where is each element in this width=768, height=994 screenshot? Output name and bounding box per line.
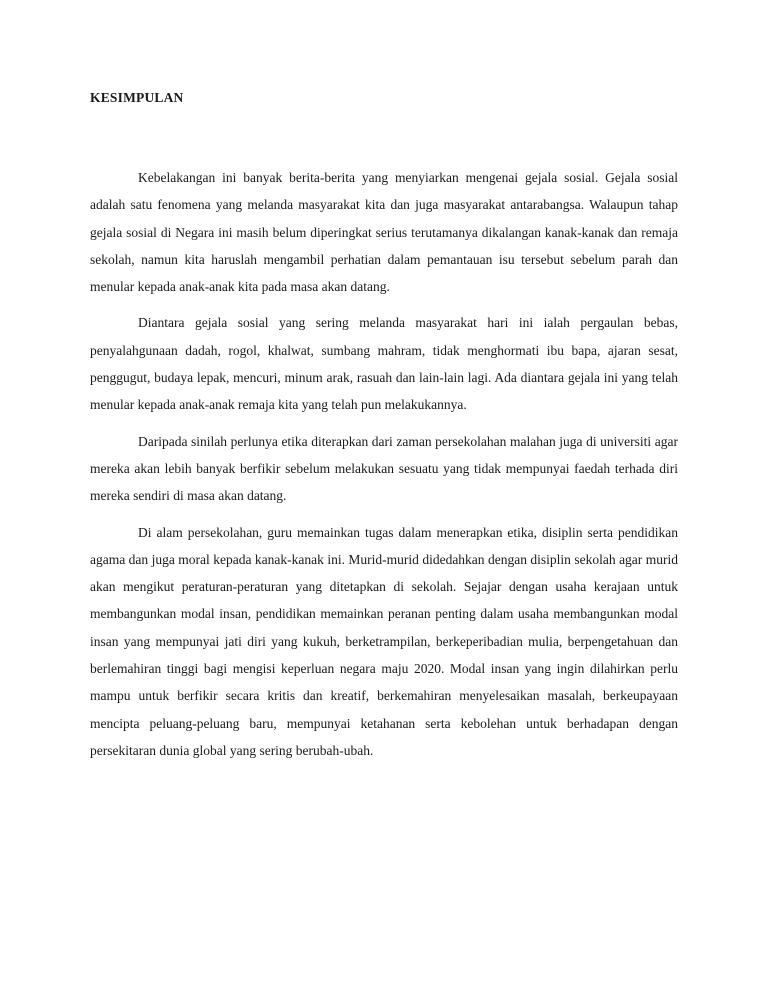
- document-body: [90, 164, 678, 773]
- page-title: KESIMPULAN: [90, 90, 184, 105]
- paragraph-3: Daripada sinilah perlunya etika diterapkan dari zaman persekolahan malahan juga di universiti agar mereka akan lebih banyak berfikir sebelum melakukan sesuatu yang tidak mempunyai faedah terhada diri mereka sendiri di masa akan datang.: [90, 433, 678, 504]
- paragraph-1: Kebelakangan ini banyak berita-berita yang menyiarkan mengenai gejala sosial. Gejala sosial adalah satu fenomena yang melanda masyarakat kita dan juga masyarakat antarabangsa. Walaupun tahap gejala sosial di Negara ini masih belum diperingkat serius terutamanya dikalangan kanak-kanak dan remaja sekolah, namun kita haruslah mengambil perhatian dalam pemantauan isu tersebut sebelum parah dan menular kepada anak-anak kita pada masa akan datang.: [90, 170, 678, 295]
- paragraph-2: Diantara gejala sosial yang sering melanda masyarakat hari ini ialah pergaulan bebas, penyalahgunaan dadah, rogol, khalwat, sumbang mahram, tidak menghormati ibu bapa, ajaran sesat, penggugut, budaya lepak, mencuri, minum arak, rasuah dan lain-lain lagi. Ada diantara gejala ini yang telah menular kepada anak-anak remaja kita yang telah pun melakukannya.: [90, 315, 678, 413]
- paragraph-4: Di alam persekolahan, guru memainkan tugas dalam menerapkan etika, disiplin serta pendidikan agama dan juga moral kepada kanak-kanak ini. Murid-murid didedahkan dengan disiplin sekolah agar murid akan mengikut peraturan-peraturan yang ditetapkan di sekolah. Sejajar dengan usaha kerajaan untuk membangunkan modal insan, pendidikan memainkan peranan penting dalam usaha membangunkan modal insan yang mempunyai jati diri yang kukuh, berketrampilan, berkeperibadian mulia, berpengetahuan dan berlemahiran tinggi bagi mengisi keperluan negara maju 2020. Modal insan yang ingin dilahirkan perlu mampu untuk berfikir secara kritis dan kreatif, berkemahiran menyelesaikan masalah, berkeupayaan mencipta peluang-peluang baru, mempunyai ketahanan serta kebolehan untuk berhadapan dengan persekitaran dunia global yang sering berubah-ubah.: [90, 524, 678, 758]
